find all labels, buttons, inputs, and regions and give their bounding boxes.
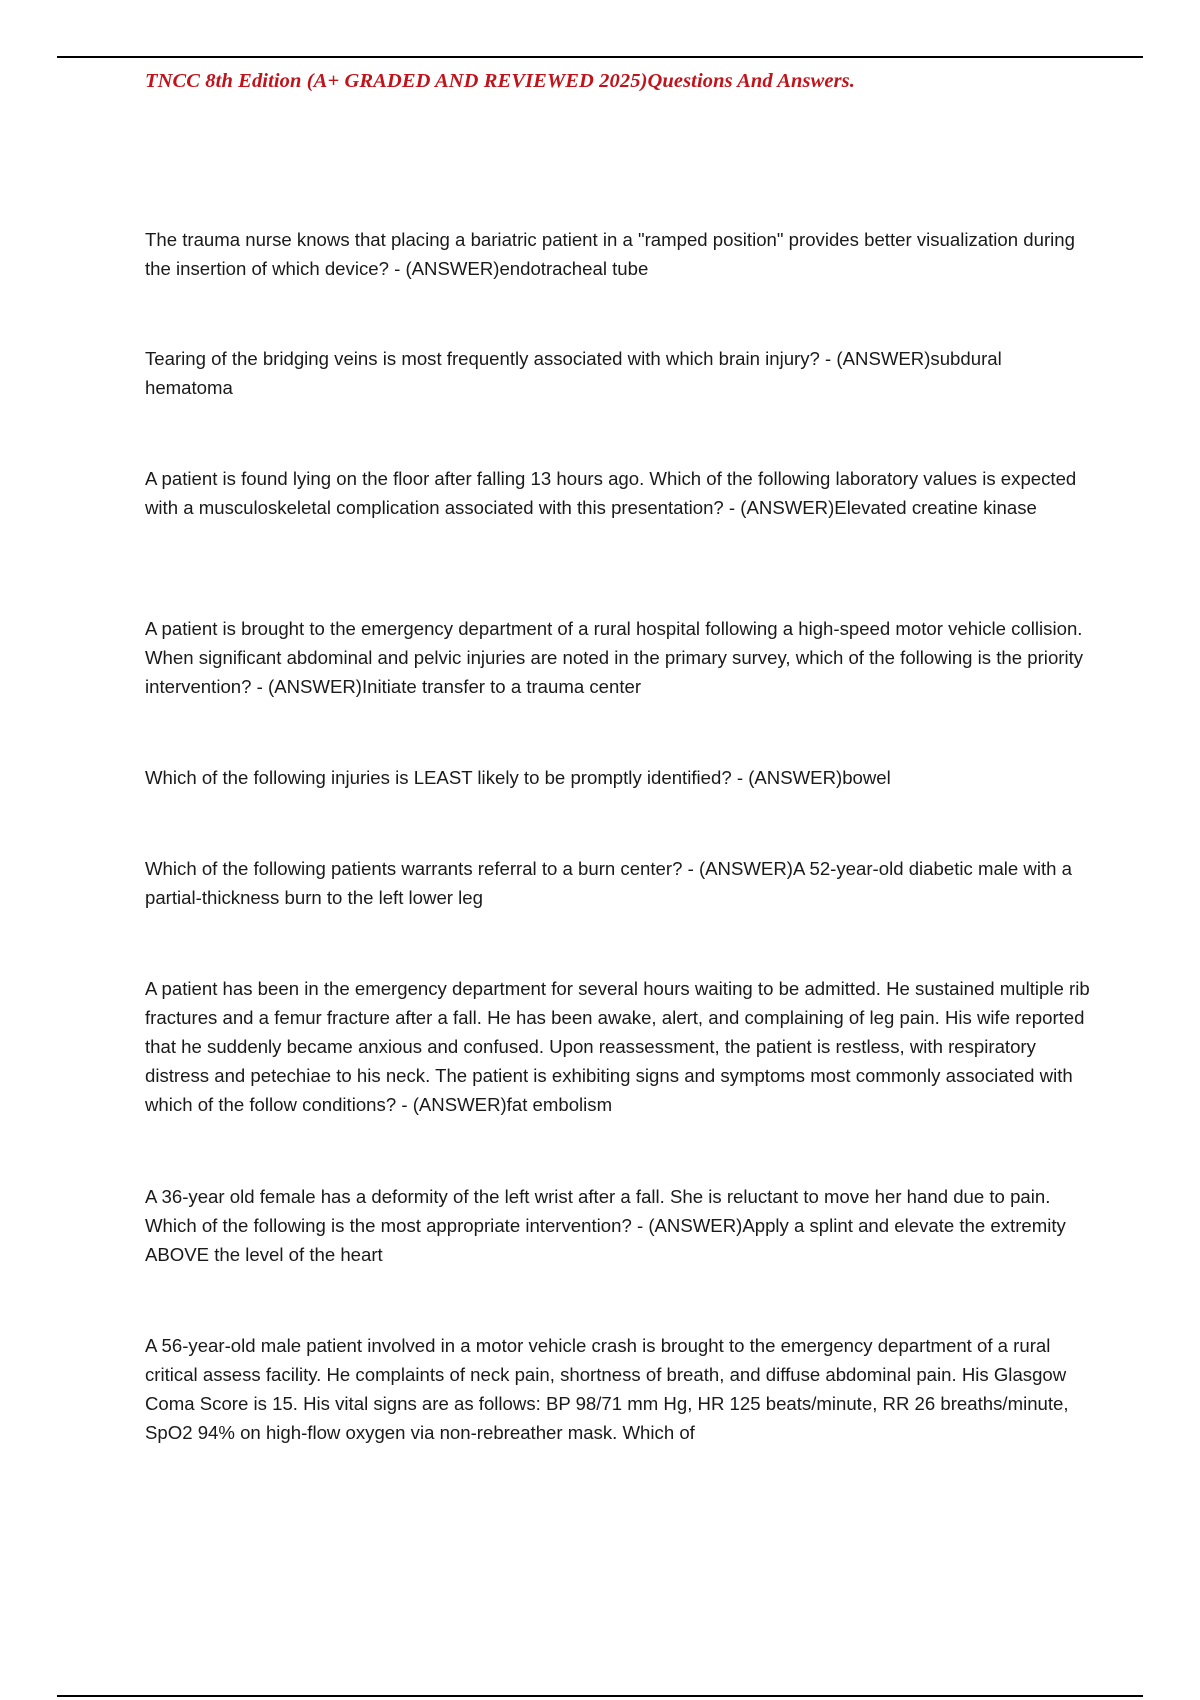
answer-text: (ANSWER)subdural hematoma [145,348,1002,398]
qa-item [145,225,1090,283]
header-rule [57,56,1143,58]
answer-text: (ANSWER)Elevated creatine kinase [740,497,1037,518]
answer-text: (ANSWER)fat embolism [412,1094,613,1115]
answer-text: (ANSWER)Initiate transfer to a trauma center [268,676,642,697]
question-text: A 36-year old female has a deformity of the left wrist after a fall. She is reluctant to move her hand due to pain. Which of the following is the most appropriate intervention? - [145,1186,1051,1236]
qa-item [145,763,1090,792]
question-text: A 56-year-old male patient involved in a motor vehicle crash is brought to the emergency department of a rural critical assess facility. He complaints of neck pain, shortness of breath, and diffuse abdominal pain. His Glasgow Coma Score is 15. His vital signs are as follows: BP 98/71 mm Hg, HR 125 beats/minute, RR 26 breaths/minute, SpO2 94% on high-flow oxygen via non-rebreather mask. Which of [145,1335,1069,1443]
qa-item [145,854,1090,912]
footer-rule [57,1695,1143,1697]
qa-item [145,1182,1090,1269]
qa-item [145,974,1090,1119]
question-text: A patient is found lying on the floor after falling 13 hours ago. Which of the following laboratory values is expected with a musculoskeletal complication associated with this presentation? - [145,468,1077,518]
question-text: Which of the following injuries is LEAST likely to be promptly identified? - [145,767,749,788]
answer-text: (ANSWER)A 52-year-old diabetic male with a partial-thickness burn to the left lower leg [145,858,1072,908]
answer-text: (ANSWER)bowel [748,767,891,788]
question-text: A patient is brought to the emergency department of a rural hospital following a high-speed motor vehicle collision. When significant abdominal and pelvic injuries are noted in the primary survey, which of the following is the priority intervention? - [145,618,1084,697]
question-text: The trauma nurse knows that placing a bariatric patient in a "ramped position" provides better visualization during the insertion of which device? - [145,229,1075,279]
question-text: Which of the following patients warrants referral to a burn center? - [145,858,699,879]
answer-text: (ANSWER)Apply a splint and elevate the extremity ABOVE the level of the heart [145,1215,1066,1265]
qa-item [145,1331,1090,1447]
answer-text: (ANSWER)endotracheal tube [405,258,649,279]
qa-item [145,344,1090,402]
qa-item [145,464,1090,522]
question-text: A patient has been in the emergency department for several hours waiting to be admitted. He sustained multiple rib fractures and a femur fracture after a fall. He has been awake, alert, and complaining of leg pain. His wife reported that he suddenly became anxious and confused. Upon reassessment, the patient is restless, with respiratory distress and petechiae to his neck. The patient is exhibiting signs and symptoms most commonly associated with which of the follow conditions? - [145,978,1090,1115]
qa-item [145,614,1090,701]
document-title: TNCC 8th Edition (A+ GRADED AND REVIEWED 2025)Questions And Answers. [145,70,855,92]
question-text: Tearing of the bridging veins is most frequently associated with which brain injury? - [145,348,837,369]
